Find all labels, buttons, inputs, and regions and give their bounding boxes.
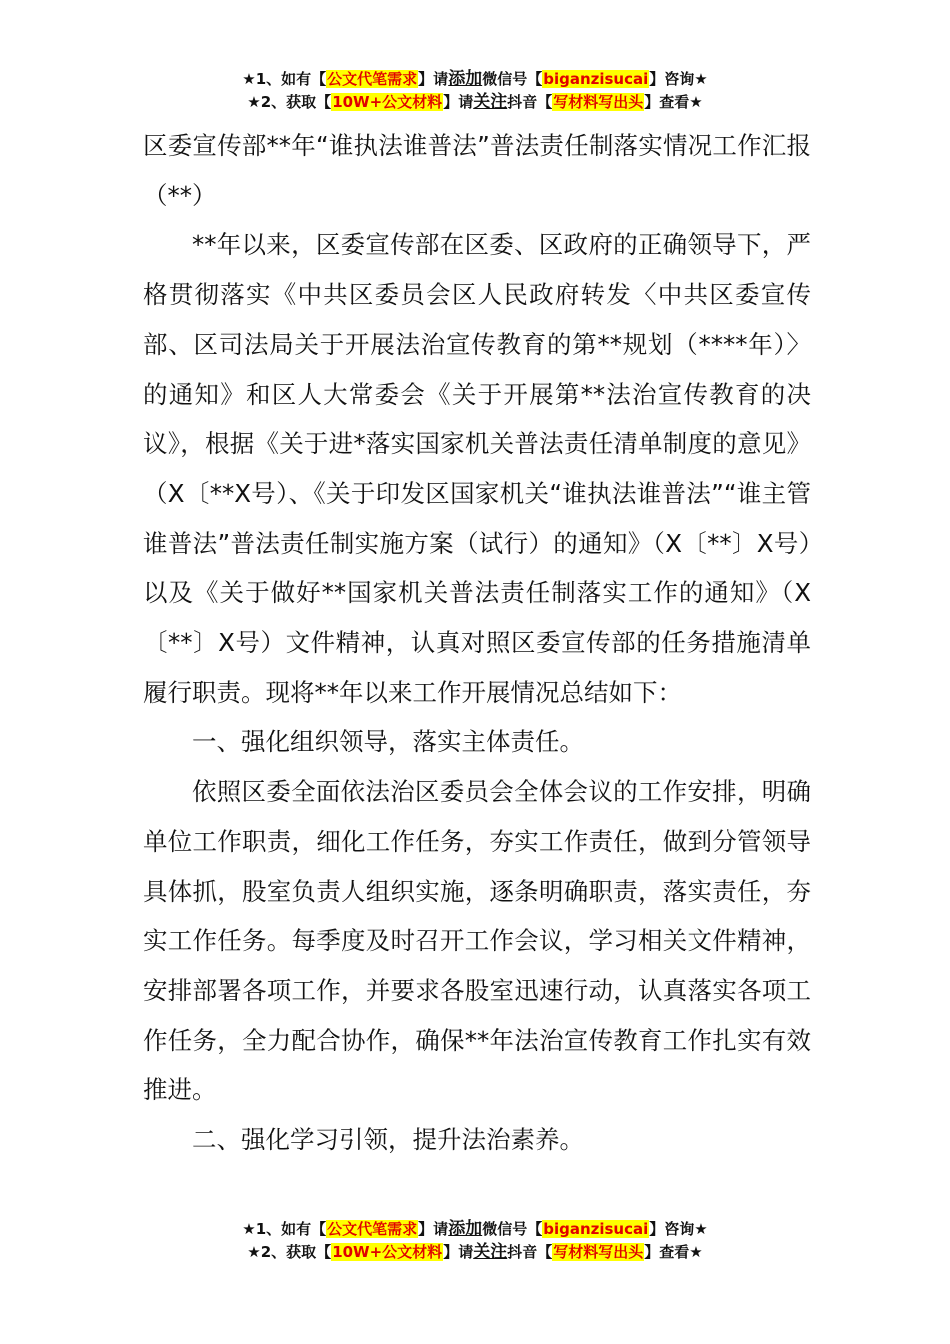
promo-banner-top [0,68,950,114]
promo-banner-bottom [0,1218,950,1264]
highlight-service: 公文代笔需求 [327,70,418,88]
promo-line-2: ★2、获取【10W+公文材料】请关注抖音【写材料写出头】查看★ [247,1242,703,1262]
highlight-service: 公文代笔需求 [327,1220,418,1238]
highlight-douyin-id: 写材料写出头 [553,93,644,111]
section-1-heading: 一、强化组织领导，落实主体责任。 [192,727,584,757]
promo-line-1: ★1、如有【公文代笔需求】请添加微信号【biganzisucai】咨询★ [242,1219,708,1239]
star-icon: ★ [247,1243,261,1261]
highlight-wechat-id: biganzisucai [543,1220,649,1238]
promo-line-1: ★1、如有【公文代笔需求】请添加微信号【biganzisucai】咨询★ [242,69,708,89]
section-2-heading: 二、强化学习引领，提升法治素养。 [192,1125,584,1155]
highlight-materials: 10W+公文材料 [332,93,443,111]
star-icon: ★ [242,70,256,88]
document-body [143,121,811,1165]
promo-line-2: ★2、获取【10W+公文材料】请关注抖音【写材料写出头】查看★ [247,92,703,112]
highlight-materials: 10W+公文材料 [332,1243,443,1261]
intro-paragraph: **年以来，区委宣传部在区委、区政府的正确领导下，严格贯彻落实《中共区委员会区人民政府转发〈中共区委宣传部、区司法局关于开展法治宣传教育的第**规划（****年）〉的通知》和区人大常委会《关于开展第**法治宣传教育的决议》，根据《关于进*落实国家机关普法责任清单制度的意见》（X〔**X号）、《关于印发区国家机关“谁执法谁普法”“谁主管谁普法”普法责任制实施方案（试行）的通知》（X〔**〕X号）以及《关于做好**国家机关普法责任制落实工作的通知》（X〔**〕X号）文件精神，认真对照区委宣传部的任务措施清单履行职责。现将**年以来工作开展情况总结如下： [143,230,811,707]
document-title: 区委宣传部**年“谁执法谁普法”普法责任制落实情况工作汇报（**） [143,131,811,210]
star-icon: ★ [242,1220,256,1238]
star-icon: ★ [247,93,261,111]
highlight-wechat-id: biganzisucai [543,70,649,88]
highlight-douyin-id: 写材料写出头 [553,1243,644,1261]
section-1-paragraph: 依照区委全面依法治区委员会全体会议的工作安排，明确单位工作职责，细化工作任务，夯实工作责任，做到分管领导具体抓，股室负责人组织实施，逐条明确职责，落实责任，夯实工作任务。每季度及时召开工作会议，学习相关文件精神，安排部署各项工作，并要求各股室迅速行动，认真落实各项工作任务，全力配合协作，确保**年法治宣传教育工作扎实有效推进。 [143,777,811,1105]
